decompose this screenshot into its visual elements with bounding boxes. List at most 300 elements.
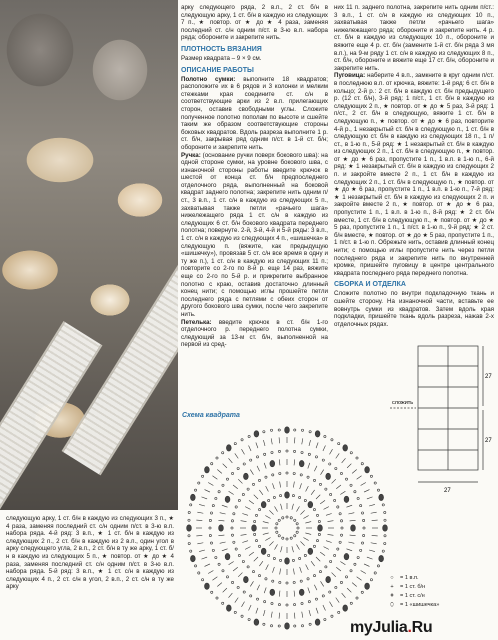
dimension-label: 27 [485,374,492,380]
double-crochet-mark [279,613,280,619]
bobble-stitch-mark [190,494,195,500]
double-crochet-mark [263,440,265,446]
double-crochet-mark [302,612,303,618]
bobble-stitch-mark [243,576,248,582]
chain-stitch-mark [201,475,203,477]
double-crochet-mark [254,557,258,561]
chain-stitch-mark [237,467,239,469]
chain-stitch-mark [382,504,384,506]
bobble-stitch-mark [226,605,231,611]
double-crochet-mark [263,610,265,616]
chain-stitch-mark [340,520,342,522]
chain-stitch-mark [286,516,288,518]
chain-stitch-mark [254,533,256,535]
double-crochet-mark [281,504,283,510]
double-crochet-mark [326,541,332,543]
bobble-stitch-mark [285,492,290,498]
chain-stitch-mark [278,450,280,452]
double-crochet-mark [272,567,274,573]
chain-stitch-mark [241,439,243,441]
chain-stitch-mark [292,495,294,497]
chain-stitch-mark [279,581,281,583]
legend-label: = 1 в.п. [400,575,419,581]
double-crochet-mark [340,562,345,565]
chain-stitch-mark [316,514,318,516]
chain-stitch-mark [273,496,275,498]
chain-stitch-mark [201,579,203,581]
legend-label: = 1 ст. б/н [400,584,426,590]
chain-stitch-mark [278,429,280,431]
double-crochet-mark [316,608,318,614]
double-crochet-mark [279,437,280,443]
chain-stitch-mark [350,452,352,454]
chain-stitch-mark [258,545,260,547]
double-crochet-mark [305,533,311,535]
chain-stitch-mark [361,542,363,544]
chain-stitch-mark [286,538,288,540]
double-crochet-mark [364,564,369,567]
chain-stitch-mark [382,550,384,552]
double-crochet-mark [205,490,210,493]
chain-stitch-mark [384,519,386,521]
double-crochet-mark [342,458,346,463]
double-crochet-mark [336,598,339,603]
chain-stitch-mark [238,554,240,556]
bag-photo [0,0,178,510]
double-crochet-mark [323,446,326,451]
chain-stitch-mark [278,519,280,521]
double-crochet-mark [281,546,283,552]
site-logo [350,619,432,637]
double-crochet-mark [294,591,295,597]
chain-stitch-mark [384,511,386,513]
double-crochet-mark [314,585,317,590]
chain-stitch-mark [226,478,228,480]
crochet-square-chart [182,420,392,635]
double-crochet-mark [275,544,278,549]
double-crochet-mark [367,557,373,559]
double-crochet-mark [233,485,238,489]
chain-stitch-mark [188,519,190,521]
logo-part: my [350,619,373,636]
chain-stitch-mark [209,534,211,536]
schema-title: Схема квадрата [182,412,240,419]
section-heading-description: ОПИСАНИЕ РАБОТЫ [181,66,254,74]
bobble-stitch-mark [225,553,230,559]
chain-stitch-mark [242,493,244,495]
chain-stitch-mark [212,505,214,507]
chain-stitch-mark [356,457,358,459]
double-crochet-mark [300,541,304,545]
chain-stitch-mark [286,604,288,606]
double-crochet-mark [212,577,217,580]
legend-item [386,583,466,592]
chain-stitch-mark [258,479,260,481]
double-crochet-mark [314,466,317,471]
chain-stitch-mark [290,517,292,519]
chain-stitch-mark [258,575,260,577]
chain-stitch-mark [198,572,200,574]
chain-stitch-mark [273,557,275,559]
double-crochet-mark [208,483,213,486]
chain-stitch-mark [272,474,274,476]
chain-stitch-mark [231,472,233,474]
chain-stitch-mark [286,450,288,452]
legend-label: = 1 ст. с/н [400,593,425,599]
chain-stitch-mark [296,531,298,533]
double-crochet-mark [249,446,252,451]
chain-stitch-mark [319,483,321,485]
run-in-heading: Ручка: [181,151,201,159]
paragraph-text: введите крючок в ст. б/н 1-го отделочного р. переднего полотна сумки, следующий за 13-м ст. б/н, выполненной на первой из сред- [181,318,328,349]
double-crochet-mark [303,538,308,541]
bobble-stitch-mark [383,525,388,531]
chain-stitch-mark [265,476,267,478]
double-crochet-mark [222,549,228,551]
chain-stitch-mark [293,472,295,474]
double-crochet-mark [306,486,309,491]
chain-stitch-mark [226,576,228,578]
double-crochet-mark [327,534,333,535]
chain-stitch-mark [256,598,258,600]
bobble-stitch-mark [299,589,304,595]
double-crochet-mark [361,571,366,574]
chain-stitch-mark [340,581,342,583]
double-crochet-mark [361,483,366,486]
chain-stitch-mark [354,563,356,565]
bobble-stitch-mark [326,473,331,479]
legend-item [386,601,466,610]
double-crochet-mark [346,549,352,551]
double-crochet-mark [311,561,315,566]
bobble-stitch-mark [187,525,192,531]
chain-stitch-mark [211,591,213,593]
chain-stitch-mark [233,513,235,515]
double-crochet-mark [272,483,274,489]
chain-stitch-mark [308,453,310,455]
chain-stitch-mark [363,527,365,529]
chain-stitch-mark [313,479,315,481]
double-crochet-mark [241,534,247,535]
paragraph [181,319,328,349]
chain-stitch-mark [377,565,379,567]
chain-stitch-mark [338,442,340,444]
double-crochet-mark [263,533,269,535]
double-crochet-mark [257,585,260,590]
chain-stitch-mark [318,520,320,522]
double-crochet-mark [199,550,205,552]
double-crochet-mark [320,552,325,556]
double-crochet-mark [264,463,266,469]
double-crochet-mark [217,583,222,587]
double-crochet-mark [293,482,294,488]
chain-stitch-mark [304,499,306,501]
paragraph-text: выполните 18 квадратов; расположите их в 6 рядов и 3 колонки и мелким стежками края соедините ст. с/н в соответствующие арки из 2 в.п. прилегающих сторон, оставив свободными углы. Сложите полученное полотно пополам по высоте и сшейте таким же образом соответствующие стороны боковых квадратов. Вдоль разреза выполните 1 р. ст. б/н, закрывая ряд одним п/ст. в 1-й ст. б/н; обороните и закрепите нить. [181,75,328,151]
chain-stitch-mark [322,595,324,597]
chain-stitch-mark [293,604,295,606]
chain-stitch-mark [299,557,301,559]
chain-stitch-mark [319,571,321,573]
chain-stitch-mark [216,457,218,459]
double-crochet-mark [242,449,245,454]
chain-stitch-mark [293,581,295,583]
bobble-stitch-mark [270,460,275,466]
assembly-diagram [388,344,492,514]
legend-item [386,592,466,601]
chain-stitch-mark [198,482,200,484]
double-crochet-mark [249,552,254,556]
double-crochet-mark [357,476,362,479]
chain-stitch-mark [350,570,352,572]
chain-stitch-mark [325,566,327,568]
double-crochet-mark [350,520,356,521]
double-crochet-mark [324,547,329,550]
double-crochet-mark [264,587,266,593]
chain-stitch-mark [301,429,303,431]
double-crochet-mark [238,479,242,483]
chain-stitch-mark [299,496,301,498]
bobble-stitch-mark [315,619,320,625]
chain-stitch-mark [339,541,341,543]
double-crochet-mark [275,506,278,511]
chain-stitch-mark [307,578,309,580]
double-crochet-mark [212,476,217,479]
chain-stitch-mark [334,554,336,556]
double-crochet-mark [250,470,253,475]
chain-stitch-mark [361,463,363,465]
double-crochet-mark [271,438,272,444]
double-crochet-mark [305,522,311,524]
bobble-stitch-mark [308,501,313,507]
chain-stitch-mark [370,579,372,581]
chain-stitch-mark [361,512,363,514]
double-crochet-mark [220,513,226,514]
double-crochet-mark [336,567,341,571]
bobble-stitch-mark [351,525,356,531]
double-crochet-mark [364,490,369,493]
chain-stitch-mark [339,513,341,515]
chain-stitch-mark [345,478,347,480]
run-in-heading: Петелька: [181,318,212,326]
double-crochet-mark [235,453,238,458]
chain-stitch-mark [340,472,342,474]
double-crochet-mark [352,583,357,587]
double-crochet-mark [259,490,263,495]
bobble-stitch-mark [285,427,290,433]
bobble-stitch-mark [225,496,230,502]
chain-stitch-mark [294,535,296,537]
bobble-stitch-mark [344,496,349,502]
chain-stitch-mark [242,560,244,562]
double-crochet-mark [332,573,336,577]
double-crochet-mark [340,491,345,494]
double-crochet-mark [241,521,247,522]
chain-stitch-icon: ○ [390,575,394,581]
dimension-label: 27 [444,488,451,494]
chain-stitch-mark [222,570,224,572]
double-crochet-mark [316,557,320,561]
double-crochet-mark [372,520,378,521]
double-crochet-mark [229,562,234,565]
chain-stitch-mark [241,615,243,617]
chain-stitch-mark [250,595,252,597]
bobble-stitch-mark [318,525,323,531]
chain-stitch-mark [286,472,288,474]
chain-stitch-mark [276,523,278,525]
chain-stitch-mark [234,442,236,444]
double-crochet-mark [199,504,205,506]
chain-stitch-mark [235,506,237,508]
chain-stitch-mark [292,559,294,561]
bobble-stitch-mark [308,548,313,554]
double-crochet-mark [266,565,269,570]
double-crochet-mark [297,544,300,549]
double-crochet-mark [320,500,325,504]
bobble-stitch-mark [205,583,210,589]
chain-stitch-mark [282,537,284,539]
paragraph-text: наберите 4 в.п., замкните в круг одним п/ст. в последнюю в.п. от крючка, вяжите: 1-й ряд: 6 ст. б/н в кольцо; 2-й р.: 2 ст. б/н в каждую ст. б/н предыдущего р. (12 ст. б/н), 3-й ряд: 1 п/ст., 1 ст. б/н в каждую из следующих 2 п., ★ повтор. от ★ до ★ 5 раз, 3-й ряд: 1 п/ст., 2 ст. б/н в следующую, вяжите 1 ст. б/н в следующую п., ★ повтор. от ★ до ★ 6 раз, повторите 4-й р., 1 незакрытый ст. б/н в следующую п., 1 ст. б/н в следующую ст. б/н в каждую из следующих 18 п., 1 п/ст., в 1-ю п., 5-й ряд: ★ 1 незакрытый ст. б/н в каждую из следующих 2 п., 1 ст. б/н в следующую п., ★ повтор. от ★ до ★ 6 раз, пропустите 1 п., 1 в.п. в 1-ю п., 6-й ряд: ★ 1 незакрытый ст. б/н в каждую из следующих 2 п. и закройте вместе 2 п., 1 ст. б/н в каждую из следующих 2 п., 1 ст. б/н в следующую п., ★ повтор. от ★ до ★ 6 раз, пропустите 1 п., 1 в.п. в 1-ю п., 7-й ряд: ★ 1 незакрытый ст. б/н в каждую из следующих 2 п. и закройте вместе 2 п., ★ повтор. от ★ до ★ 6 раз, пропустите 1 п., 1 в.п. в 1-ю п., 8-й ряд: ★ 2 ст. б/н вместе, 1 ст. б/н в следующую п., ★ повтор. от ★ до ★ 5 раз, пропустите 1 п., 1 п/ст. в 1-ю п., 9-й ряд: ★ 2 ст. б/н вместе, ★ повтор. от ★ до ★ 5 раз, пропустите 1 п., 1 п/ст. в 1-ю п. Обрежьте нить, оставив длинный конец нити; с помощью иглы пропустите нить через петли последнего ряда и закрепите нить по внутренней кромке, пришейте пуговицу в центре центрального квадрата последнего ряда переднего полотна. [334,72,494,277]
chain-stitch-mark [268,554,270,556]
bobble-stitch-mark [261,501,266,507]
chain-stitch-mark [341,527,343,529]
chain-stitch-mark [276,531,278,533]
double-crochet-mark [323,605,326,610]
chain-stitch-mark [264,453,266,455]
chain-stitch-mark [331,615,333,617]
bobble-stitch-mark [299,460,304,466]
chain-stitch-mark [250,459,252,461]
double-crochet-mark [196,520,202,521]
paragraph: Размер квадрата – 9 × 9 см. [181,54,262,62]
logo-part: Ru [411,619,433,636]
chain-stitch-mark [324,618,326,620]
chain-stitch-mark [255,540,257,542]
double-crochet-mark [342,593,346,598]
chain-stitch-mark [238,499,240,501]
chain-stitch-mark [188,511,190,513]
paragraph: Сложите полотно по внутри подкладочную ткань и сшейте сторону. На изнаночной части, вставьте ее вовнутрь сумки из квадратов. Затем вдоль края подкладки, пришейте ткань вдоль разреза, нажав 2-х отделочных рядах. [334,290,494,328]
chain-stitch-mark [210,542,212,544]
double-crochet-mark [220,542,226,543]
double-crochet-mark [249,605,252,610]
double-crochet-mark [330,449,333,454]
double-crochet-mark [201,557,207,559]
chain-stitch-mark [361,591,363,593]
double-crochet-mark [233,567,238,571]
bobble-stitch-mark [365,583,370,589]
chain-stitch-mark [297,527,299,529]
bobble-stitch-mark [315,431,320,437]
chain-stitch-mark [350,484,352,486]
chain-stitch-mark [282,517,284,519]
double-crochet-mark [265,538,270,541]
chain-stitch-mark [237,586,239,588]
double-crochet-mark [259,561,263,566]
chain-stitch-mark [374,572,376,574]
chain-stitch-mark [194,565,196,567]
chain-stitch-mark [263,623,265,625]
double-crochet-mark [279,459,280,465]
chain-stitch-mark [318,533,320,535]
double-crochet-mark [321,581,324,586]
double-crochet-mark [265,516,270,519]
double-crochet-mark [292,504,294,510]
chain-stitch-mark [278,625,280,627]
chain-stitch-mark [270,625,272,627]
chain-stitch-mark [290,537,292,539]
double-crochet-mark [238,573,242,577]
double-crochet-mark [324,507,329,510]
fold-label: сложить [392,400,414,406]
paragraph [334,72,494,277]
double-crochet-mark [294,459,295,465]
chain-stitch-mark [360,505,362,507]
chain-stitch-mark [190,504,192,506]
double-crochet-mark [309,440,311,446]
double-crochet-mark [297,506,300,511]
chain-stitch-mark [338,611,340,613]
double-crochet-mark [348,513,354,514]
bobble-stitch-mark [243,473,248,479]
chain-stitch-mark [271,602,273,604]
double-crochet-mark [348,542,354,543]
double-crochet-mark [256,442,258,448]
chain-stitch-mark [231,581,233,583]
chain-stitch-mark [313,575,315,577]
double-crochet-mark [332,479,336,483]
double-crochet-mark [309,610,311,616]
chain-stitch-mark [190,550,192,552]
chain-stitch-mark [325,488,327,490]
chain-stitch-mark [248,618,250,620]
double-crochet-mark [369,550,375,552]
chain-stitch-mark [256,456,258,458]
chain-stitch-mark [363,534,365,536]
double-crochet-mark [245,507,250,510]
chain-stitch-mark [248,435,250,437]
chain-stitch-mark [210,512,212,514]
chain-stitch-mark [271,451,273,453]
chain-stitch-mark [272,580,274,582]
chain-stitch-mark [268,499,270,501]
chain-stitch-mark [243,591,245,593]
paragraph: арку следующего ряда, 2 в.п., 2 ст. б/н в следующую арку, 1 ст. б/н в каждую из следующих 7 п., ★ повтор. от ★ до ★ 4 раза, заменяя последний ст. с/н одним п/ст. в 3-ю в.п. набора ряда; обороните и закрепите нить. [181,4,328,42]
chain-stitch-mark [334,499,336,501]
chain-stitch-mark [374,482,376,484]
bobble-stitch-mark [226,445,231,451]
section-heading-density: ПЛОТНОСТЬ ВЯЗАНИЯ [181,45,262,53]
double-crochet-mark [292,546,294,552]
double-crochet-mark [263,522,269,524]
bobble-stitch-mark [190,555,195,561]
double-crochet-mark [242,513,248,515]
chain-stitch-mark [209,527,211,529]
double-crochet-mark [223,588,227,592]
chain-stitch-mark [252,571,254,573]
double-crochet-mark [367,497,373,499]
bobble-stitch-mark [270,589,275,595]
double-crochet-mark [254,495,258,499]
double-crochet-mark [218,520,224,521]
chain-stitch-mark [231,527,233,529]
chain-stitch-mark [331,439,333,441]
chain-stitch-mark [279,495,281,497]
chain-stitch-mark [337,506,339,508]
chain-stitch-mark [252,483,254,485]
chain-stitch-mark [356,597,358,599]
double-crochet-mark [242,602,245,607]
paragraph-text: (основание ручки поверх бокового шва): на одной стороне сумки, на уровне бокового шва, с изнаночной стороны работы введите крючок в шестой от конца ст. б/н предпоследнего отделочного ряда, выполненный на боковой квадрат заднего полотна; закрепите нить одним п/ст., 3 в.п., 1 ст. с/н в каждую из следующих 5 п., захватывая также петли «рачьего шага» нижележащего ряда 1 ст. с/н в каждую из следующих 6 ст. б/н бокового квадрата переднего полотна; повернуте. 2-й, 3-й, 4-й и 5-й ряды: 3 в.п., 1 ст. с/н в каждую из следующих 4 п., «шишечка» в следующую п. (вяжите, как предыдущую «шишечку»), провязав 5 ст. с/н все время в одну и ту же п.), 1 ст. с/н в каждую из следующих 11 п.; повторите со 2-го по 8-й р. еще 14 раз, вяжите еще со 2-го по 5-й р. и прикрепите выбранное полотно с краю, оставив достаточно длинный конец нити; с помощью иглы прошейте петли последнего ряда с петлями с обеих сторон от другого бокового шва сумки, после чего закрепите нить. [181,151,328,318]
